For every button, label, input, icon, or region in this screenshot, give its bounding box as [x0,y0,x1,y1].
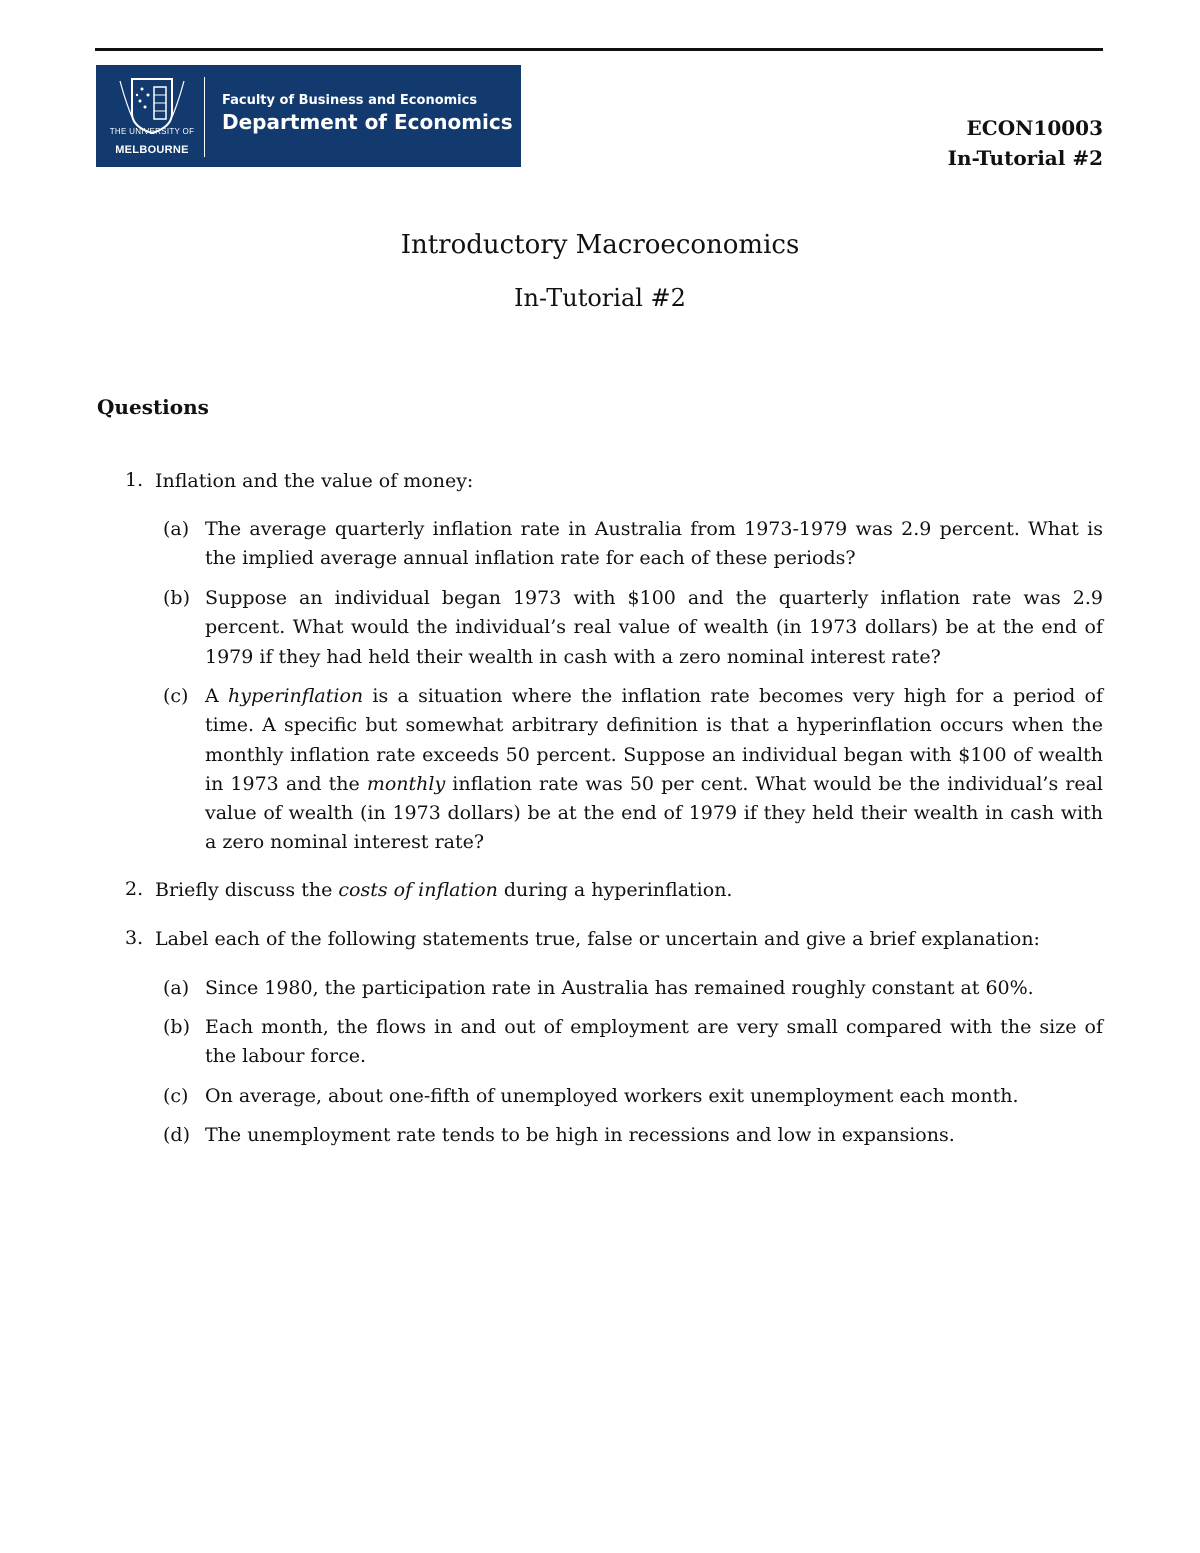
question-part [163,1121,1103,1150]
part-text: Each month, the flows in and out of employment are very small compared with the size of the labour force. [205,1016,1103,1068]
tutorial-label: In-Tutorial #2 [947,146,1103,170]
part-text-middle: is a situation where the inflation rate becomes very high for a period of time. A specific but somewhat arbitrary definition is that a hyperinflation occurs when the monthly inflation rate exceeds 50 percent. Suppose an individual began with $100 of wealth in 1973 and the [205,685,1104,795]
part-text-start: A [205,685,228,707]
page-title: Introductory Macroeconomics [400,230,800,260]
part-label: (a) [163,518,190,540]
emphasis-hyperinflation: hyperinflation [227,685,364,707]
page-subtitle: In-Tutorial #2 [514,284,686,312]
part-label: (d) [163,1124,190,1146]
part-text: Since 1980, the participation rate in Australia has remained roughly constant at 60%. [205,977,1034,999]
part-text: The unemployment rate tends to be high in recessions and low in expansions. [205,1124,955,1146]
part-text [205,682,1103,858]
question-part [163,515,1103,574]
question-part [163,1082,1103,1111]
emphasis-costs-of-inflation: costs of inflation [338,879,498,901]
faculty-name: Faculty of Business and Economics [222,93,478,108]
question-text-end: during a hyperinflation. [497,879,733,901]
question-part [163,974,1103,1003]
question-part [163,584,1103,672]
part-label: (b) [163,1016,190,1038]
question-number: 3. [125,927,144,949]
question-part [163,1013,1103,1072]
emphasis-monthly: monthly [366,772,446,795]
university-name-line1: THE UNIVERSITY OF [109,127,195,136]
part-label: (a) [163,977,190,999]
university-name-line2: MELBOURNE [115,144,189,156]
part-text-end: inflation rate was 50 per cent. What would be the individual’s real value of wealth (in 1973 dollars) be at the end of 1979 if they held their wealth in cash with a zero nominal interest rate? [205,772,1103,854]
part-label: (c) [163,685,189,707]
question-part [163,682,1103,858]
top-rule [95,48,1103,51]
department-name: Department of Economics [222,110,513,134]
question-text: Inflation and the value of money: [155,470,474,492]
section-heading: Questions [97,395,209,419]
question-number: 1. [125,469,144,491]
course-code: ECON10003 [966,116,1103,140]
logo-divider [204,77,205,157]
part-text: On average, about one-fifth of unemployed workers exit unemployment each month. [205,1085,1019,1107]
part-text: Suppose an individual began 1973 with $100 and the quarterly inflation rate was 2.9 percent. What would the individual’s real value of wealth (in 1973 dollars) be at the end of 1979 if they had held their wealth in cash with a zero nominal interest rate? [205,587,1103,668]
part-text: The average quarterly inflation rate in Australia from 1973-1979 was 2.9 percent. What is the implied average annual inflation rate for each of these periods? [205,518,1103,570]
part-label: (b) [163,587,190,609]
question-text-start: Briefly discuss the [155,879,339,901]
question-number: 2. [125,878,144,900]
part-label: (c) [163,1085,189,1107]
question-text [155,876,1103,905]
university-logo [96,65,521,167]
question-text: Label each of the following statements true, false or uncertain and give a brief explanation: [155,928,1040,950]
